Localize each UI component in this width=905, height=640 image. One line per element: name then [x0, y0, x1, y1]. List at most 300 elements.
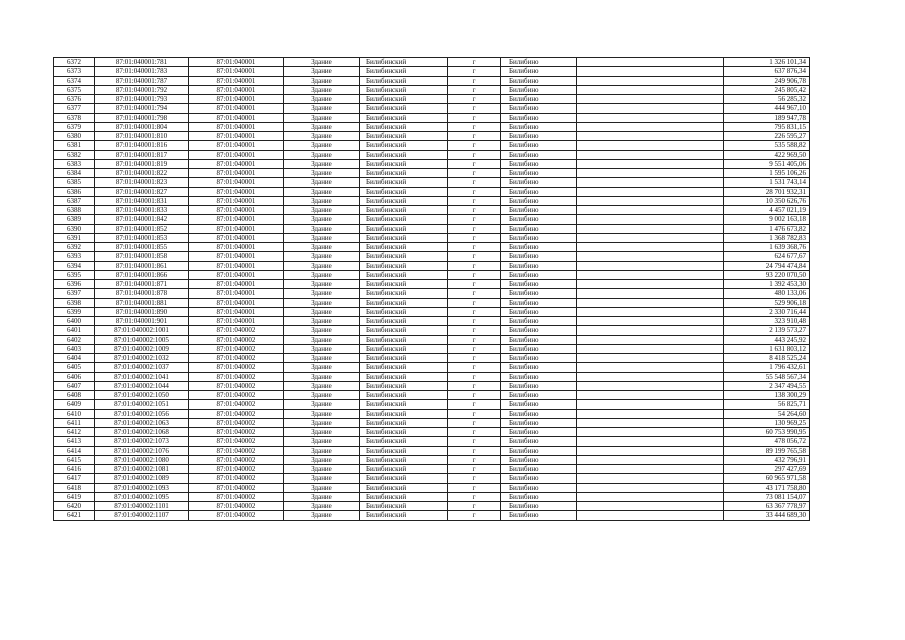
cell-cadastral-value: 8 418 525,24 — [724, 354, 810, 363]
cell-settlement-type: г — [448, 104, 501, 113]
cell-district: Билибинский — [360, 67, 448, 76]
cell-settlement-name: Билибино — [501, 483, 577, 492]
cell-settlement-name: Билибино — [501, 492, 577, 501]
cell-address-extra — [577, 483, 724, 492]
cell-district: Билибинский — [360, 289, 448, 298]
cell-settlement-type: г — [448, 67, 501, 76]
cell-settlement-name: Билибино — [501, 187, 577, 196]
cell-object-type: Здание — [284, 483, 360, 492]
cell-settlement-type: г — [448, 224, 501, 233]
cell-cadastral-quarter: 87:01:040002 — [189, 502, 284, 511]
cell-object-type: Здание — [284, 455, 360, 464]
cell-object-type: Здание — [284, 104, 360, 113]
cell-district: Билибинский — [360, 261, 448, 270]
cell-settlement-type: г — [448, 215, 501, 224]
cell-settlement-type: г — [448, 76, 501, 85]
cell-cadastral-number: 87:01:040002:1044 — [95, 381, 189, 390]
cell-settlement-name: Билибино — [501, 474, 577, 483]
cell-object-type: Здание — [284, 391, 360, 400]
cell-cadastral-number: 87:01:040002:1005 — [95, 335, 189, 344]
cell-district: Билибинский — [360, 58, 448, 67]
cell-settlement-name: Билибино — [501, 159, 577, 168]
cell-object-type: Здание — [284, 261, 360, 270]
cell-object-type: Здание — [284, 326, 360, 335]
cell-address-extra — [577, 132, 724, 141]
cell-row-number: 6419 — [54, 492, 95, 501]
cell-district: Билибинский — [360, 492, 448, 501]
cell-settlement-name: Билибино — [501, 113, 577, 122]
cell-address-extra — [577, 298, 724, 307]
cell-cadastral-number: 87:01:040001:890 — [95, 307, 189, 316]
table-row — [54, 270, 810, 279]
cell-cadastral-number: 87:01:040001:852 — [95, 224, 189, 233]
cell-settlement-name: Билибино — [501, 428, 577, 437]
cell-address-extra — [577, 76, 724, 85]
cell-object-type: Здание — [284, 428, 360, 437]
cell-settlement-type: г — [448, 455, 501, 464]
cell-settlement-type: г — [448, 492, 501, 501]
cell-district: Билибинский — [360, 465, 448, 474]
cell-district: Билибинский — [360, 455, 448, 464]
cell-address-extra — [577, 418, 724, 427]
cell-cadastral-value: 54 264,60 — [724, 409, 810, 418]
cell-row-number: 6396 — [54, 280, 95, 289]
cell-row-number: 6421 — [54, 511, 95, 520]
cell-object-type: Здание — [284, 159, 360, 168]
cell-cadastral-quarter: 87:01:040002 — [189, 344, 284, 353]
cell-address-extra — [577, 243, 724, 252]
table-row — [54, 224, 810, 233]
cell-cadastral-number: 87:01:040001:866 — [95, 270, 189, 279]
cell-cadastral-number: 87:01:040001:861 — [95, 261, 189, 270]
cell-cadastral-number: 87:01:040001:871 — [95, 280, 189, 289]
cell-cadastral-quarter: 87:01:040001 — [189, 289, 284, 298]
cell-settlement-name: Билибино — [501, 150, 577, 159]
cell-object-type: Здание — [284, 67, 360, 76]
cell-district: Билибинский — [360, 159, 448, 168]
cell-district: Билибинский — [360, 233, 448, 242]
cell-address-extra — [577, 372, 724, 381]
cell-settlement-name: Билибино — [501, 215, 577, 224]
cell-cadastral-value: 480 133,06 — [724, 289, 810, 298]
cell-cadastral-quarter: 87:01:040001 — [189, 122, 284, 131]
cell-object-type: Здание — [284, 418, 360, 427]
cell-cadastral-number: 87:01:040001:823 — [95, 178, 189, 187]
table-row — [54, 215, 810, 224]
table-row — [54, 344, 810, 353]
cell-row-number: 6401 — [54, 326, 95, 335]
cell-address-extra — [577, 335, 724, 344]
table-row — [54, 233, 810, 242]
cell-settlement-name: Билибино — [501, 335, 577, 344]
cell-cadastral-number: 87:01:040001:901 — [95, 317, 189, 326]
cell-cadastral-quarter: 87:01:040002 — [189, 492, 284, 501]
cell-cadastral-value: 637 876,34 — [724, 67, 810, 76]
table-row — [54, 465, 810, 474]
cell-cadastral-quarter: 87:01:040001 — [189, 58, 284, 67]
cell-settlement-name: Билибино — [501, 326, 577, 335]
cell-cadastral-value: 63 367 778,97 — [724, 502, 810, 511]
cell-cadastral-value: 1 326 101,34 — [724, 58, 810, 67]
cell-cadastral-number: 87:01:040001:833 — [95, 206, 189, 215]
cell-address-extra — [577, 317, 724, 326]
cell-cadastral-number: 87:01:040001:787 — [95, 76, 189, 85]
cell-district: Билибинский — [360, 76, 448, 85]
cell-cadastral-quarter: 87:01:040001 — [189, 270, 284, 279]
cell-cadastral-number: 87:01:040002:1101 — [95, 502, 189, 511]
cell-address-extra — [577, 289, 724, 298]
cell-object-type: Здание — [284, 113, 360, 122]
cell-address-extra — [577, 233, 724, 242]
cell-address-extra — [577, 95, 724, 104]
cell-cadastral-number: 87:01:040002:1073 — [95, 437, 189, 446]
cell-settlement-type: г — [448, 113, 501, 122]
cell-object-type: Здание — [284, 437, 360, 446]
cell-row-number: 6406 — [54, 372, 95, 381]
cell-object-type: Здание — [284, 150, 360, 159]
cell-row-number: 6385 — [54, 178, 95, 187]
cell-cadastral-value: 443 245,92 — [724, 335, 810, 344]
cell-settlement-name: Билибино — [501, 400, 577, 409]
cell-cadastral-value: 56 825,71 — [724, 400, 810, 409]
cell-row-number: 6412 — [54, 428, 95, 437]
cell-cadastral-quarter: 87:01:040001 — [189, 67, 284, 76]
cell-settlement-name: Билибино — [501, 307, 577, 316]
table-row — [54, 511, 810, 520]
cell-object-type: Здание — [284, 206, 360, 215]
cell-cadastral-quarter: 87:01:040001 — [189, 132, 284, 141]
cell-settlement-name: Билибино — [501, 465, 577, 474]
cell-cadastral-quarter: 87:01:040001 — [189, 187, 284, 196]
cell-row-number: 6408 — [54, 391, 95, 400]
table-row — [54, 76, 810, 85]
cell-cadastral-quarter: 87:01:040001 — [189, 280, 284, 289]
cell-district: Билибинский — [360, 298, 448, 307]
cell-object-type: Здание — [284, 122, 360, 131]
table-row — [54, 206, 810, 215]
cell-settlement-name: Билибино — [501, 58, 577, 67]
table-row — [54, 326, 810, 335]
cell-district: Билибинский — [360, 418, 448, 427]
cell-object-type: Здание — [284, 141, 360, 150]
cell-settlement-type: г — [448, 58, 501, 67]
cell-settlement-type: г — [448, 446, 501, 455]
cell-cadastral-value: 323 910,48 — [724, 317, 810, 326]
cell-settlement-name: Билибино — [501, 76, 577, 85]
cell-district: Билибинский — [360, 335, 448, 344]
cell-district: Билибинский — [360, 372, 448, 381]
cell-cadastral-number: 87:01:040002:1041 — [95, 372, 189, 381]
cell-row-number: 6373 — [54, 67, 95, 76]
cell-address-extra — [577, 391, 724, 400]
cell-cadastral-number: 87:01:040001:855 — [95, 243, 189, 252]
cell-row-number: 6390 — [54, 224, 95, 233]
cell-settlement-type: г — [448, 132, 501, 141]
cell-row-number: 6400 — [54, 317, 95, 326]
cell-settlement-name: Билибино — [501, 196, 577, 205]
cell-district: Билибинский — [360, 474, 448, 483]
cell-cadastral-quarter: 87:01:040002 — [189, 418, 284, 427]
cell-cadastral-quarter: 87:01:040002 — [189, 455, 284, 464]
cell-district: Билибинский — [360, 483, 448, 492]
cell-row-number: 6395 — [54, 270, 95, 279]
cell-cadastral-number: 87:01:040001:831 — [95, 196, 189, 205]
cell-row-number: 6380 — [54, 132, 95, 141]
cell-settlement-name: Билибино — [501, 511, 577, 520]
cell-settlement-type: г — [448, 391, 501, 400]
cell-row-number: 6389 — [54, 215, 95, 224]
cell-cadastral-number: 87:01:040002:1076 — [95, 446, 189, 455]
cell-cadastral-value: 529 906,18 — [724, 298, 810, 307]
table-row — [54, 85, 810, 94]
cell-settlement-name: Билибино — [501, 95, 577, 104]
cell-settlement-type: г — [448, 502, 501, 511]
cell-cadastral-number: 87:01:040001:822 — [95, 169, 189, 178]
cell-settlement-type: г — [448, 270, 501, 279]
cell-cadastral-quarter: 87:01:040002 — [189, 381, 284, 390]
cell-settlement-type: г — [448, 85, 501, 94]
cell-address-extra — [577, 215, 724, 224]
cell-district: Билибинский — [360, 224, 448, 233]
cell-cadastral-value: 9 002 163,18 — [724, 215, 810, 224]
cell-cadastral-quarter: 87:01:040001 — [189, 76, 284, 85]
cell-settlement-type: г — [448, 298, 501, 307]
cell-cadastral-quarter: 87:01:040002 — [189, 511, 284, 520]
cell-settlement-name: Билибино — [501, 252, 577, 261]
cell-cadastral-value: 624 677,67 — [724, 252, 810, 261]
cell-settlement-type: г — [448, 483, 501, 492]
cell-cadastral-value: 43 171 758,80 — [724, 483, 810, 492]
cell-cadastral-value: 1 595 106,26 — [724, 169, 810, 178]
cell-cadastral-quarter: 87:01:040001 — [189, 85, 284, 94]
cell-address-extra — [577, 344, 724, 353]
cell-settlement-name: Билибино — [501, 372, 577, 381]
cell-object-type: Здание — [284, 243, 360, 252]
cell-row-number: 6403 — [54, 344, 95, 353]
cell-row-number: 6417 — [54, 474, 95, 483]
cell-cadastral-quarter: 87:01:040001 — [189, 159, 284, 168]
cell-district: Билибинский — [360, 391, 448, 400]
cell-object-type: Здание — [284, 474, 360, 483]
table-body — [54, 58, 810, 521]
cell-cadastral-value: 55 548 567,34 — [724, 372, 810, 381]
cell-district: Билибинский — [360, 243, 448, 252]
cell-cadastral-quarter: 87:01:040001 — [189, 261, 284, 270]
cell-settlement-type: г — [448, 354, 501, 363]
cell-cadastral-quarter: 87:01:040001 — [189, 169, 284, 178]
cell-cadastral-value: 226 595,27 — [724, 132, 810, 141]
table-row — [54, 502, 810, 511]
cell-row-number: 6399 — [54, 307, 95, 316]
cell-cadastral-number: 87:01:040001:817 — [95, 150, 189, 159]
cell-cadastral-value: 444 967,10 — [724, 104, 810, 113]
cell-cadastral-value: 4 457 021,19 — [724, 206, 810, 215]
cell-address-extra — [577, 465, 724, 474]
cell-district: Билибинский — [360, 141, 448, 150]
cell-cadastral-quarter: 87:01:040001 — [189, 243, 284, 252]
cell-cadastral-value: 422 969,50 — [724, 150, 810, 159]
table-row — [54, 391, 810, 400]
table-row — [54, 483, 810, 492]
cell-row-number: 6387 — [54, 196, 95, 205]
table-row — [54, 363, 810, 372]
cell-cadastral-quarter: 87:01:040002 — [189, 354, 284, 363]
cell-object-type: Здание — [284, 307, 360, 316]
cell-object-type: Здание — [284, 270, 360, 279]
cell-cadastral-value: 795 831,15 — [724, 122, 810, 131]
cell-cadastral-quarter: 87:01:040001 — [189, 307, 284, 316]
cell-object-type: Здание — [284, 363, 360, 372]
cell-settlement-name: Билибино — [501, 446, 577, 455]
cell-settlement-type: г — [448, 233, 501, 242]
cell-address-extra — [577, 428, 724, 437]
table-row — [54, 243, 810, 252]
cell-cadastral-number: 87:01:040002:1009 — [95, 344, 189, 353]
cell-cadastral-number: 87:01:040002:1068 — [95, 428, 189, 437]
cell-object-type: Здание — [284, 178, 360, 187]
cell-row-number: 6384 — [54, 169, 95, 178]
cell-settlement-name: Билибино — [501, 67, 577, 76]
cell-row-number: 6375 — [54, 85, 95, 94]
cell-cadastral-quarter: 87:01:040002 — [189, 372, 284, 381]
cell-address-extra — [577, 178, 724, 187]
cell-district: Билибинский — [360, 437, 448, 446]
cell-settlement-name: Билибино — [501, 270, 577, 279]
cell-address-extra — [577, 474, 724, 483]
cell-address-extra — [577, 224, 724, 233]
cell-district: Билибинский — [360, 113, 448, 122]
cell-cadastral-value: 24 794 474,84 — [724, 261, 810, 270]
cell-settlement-name: Билибино — [501, 178, 577, 187]
cell-object-type: Здание — [284, 298, 360, 307]
cell-settlement-type: г — [448, 150, 501, 159]
table-row — [54, 150, 810, 159]
cell-cadastral-value: 9 551 405,06 — [724, 159, 810, 168]
cell-district: Билибинский — [360, 85, 448, 94]
cell-district: Билибинский — [360, 132, 448, 141]
cell-cadastral-number: 87:01:040002:1089 — [95, 474, 189, 483]
cell-settlement-type: г — [448, 428, 501, 437]
cell-cadastral-quarter: 87:01:040001 — [189, 298, 284, 307]
cell-cadastral-quarter: 87:01:040001 — [189, 317, 284, 326]
cell-cadastral-number: 87:01:040002:1037 — [95, 363, 189, 372]
cell-cadastral-value: 10 350 626,76 — [724, 196, 810, 205]
cell-district: Билибинский — [360, 215, 448, 224]
cell-district: Билибинский — [360, 187, 448, 196]
cell-cadastral-number: 87:01:040001:781 — [95, 58, 189, 67]
cell-settlement-type: г — [448, 187, 501, 196]
cell-address-extra — [577, 67, 724, 76]
table-row — [54, 289, 810, 298]
cell-address-extra — [577, 326, 724, 335]
cell-row-number: 6374 — [54, 76, 95, 85]
cell-cadastral-value: 535 588,82 — [724, 141, 810, 150]
cell-object-type: Здание — [284, 381, 360, 390]
cell-cadastral-quarter: 87:01:040002 — [189, 326, 284, 335]
cell-address-extra — [577, 122, 724, 131]
cell-cadastral-number: 87:01:040001:804 — [95, 122, 189, 131]
cell-district: Билибинский — [360, 502, 448, 511]
table-row — [54, 58, 810, 67]
cell-cadastral-value: 1 368 782,83 — [724, 233, 810, 242]
cell-row-number: 6413 — [54, 437, 95, 446]
cell-row-number: 6414 — [54, 446, 95, 455]
cell-row-number: 6382 — [54, 150, 95, 159]
cell-cadastral-value: 245 805,42 — [724, 85, 810, 94]
cell-address-extra — [577, 85, 724, 94]
cell-cadastral-quarter: 87:01:040002 — [189, 409, 284, 418]
cell-object-type: Здание — [284, 492, 360, 501]
table-row — [54, 428, 810, 437]
cell-settlement-type: г — [448, 381, 501, 390]
cell-address-extra — [577, 502, 724, 511]
cell-row-number: 6377 — [54, 104, 95, 113]
table-row — [54, 455, 810, 464]
cell-cadastral-number: 87:01:040002:1095 — [95, 492, 189, 501]
cell-district: Билибинский — [360, 270, 448, 279]
cell-cadastral-number: 87:01:040001:783 — [95, 67, 189, 76]
cell-cadastral-value: 33 444 689,30 — [724, 511, 810, 520]
cell-address-extra — [577, 492, 724, 501]
cell-cadastral-quarter: 87:01:040001 — [189, 233, 284, 242]
cell-object-type: Здание — [284, 215, 360, 224]
cell-cadastral-value: 1 796 432,61 — [724, 363, 810, 372]
cell-object-type: Здание — [284, 169, 360, 178]
cell-cadastral-quarter: 87:01:040002 — [189, 335, 284, 344]
cell-cadastral-value: 2 347 494,55 — [724, 381, 810, 390]
cell-address-extra — [577, 270, 724, 279]
cell-cadastral-value: 2 330 716,44 — [724, 307, 810, 316]
table-row — [54, 252, 810, 261]
cell-address-extra — [577, 455, 724, 464]
cell-object-type: Здание — [284, 446, 360, 455]
cell-cadastral-value: 1 476 673,82 — [724, 224, 810, 233]
cell-settlement-name: Билибино — [501, 122, 577, 131]
table-row — [54, 492, 810, 501]
table-row — [54, 372, 810, 381]
table-row — [54, 354, 810, 363]
cell-cadastral-value: 93 220 070,50 — [724, 270, 810, 279]
cell-object-type: Здание — [284, 196, 360, 205]
cell-settlement-type: г — [448, 335, 501, 344]
cell-object-type: Здание — [284, 76, 360, 85]
cell-district: Билибинский — [360, 169, 448, 178]
cell-address-extra — [577, 58, 724, 67]
cell-cadastral-quarter: 87:01:040001 — [189, 224, 284, 233]
cell-district: Билибинский — [360, 307, 448, 316]
cell-settlement-name: Билибино — [501, 85, 577, 94]
cell-row-number: 6411 — [54, 418, 95, 427]
cell-settlement-name: Билибино — [501, 317, 577, 326]
cell-cadastral-number: 87:01:040001:810 — [95, 132, 189, 141]
cell-settlement-type: г — [448, 409, 501, 418]
cell-address-extra — [577, 354, 724, 363]
cell-district: Билибинский — [360, 280, 448, 289]
cell-settlement-type: г — [448, 196, 501, 205]
cell-row-number: 6383 — [54, 159, 95, 168]
cell-address-extra — [577, 261, 724, 270]
table-row — [54, 335, 810, 344]
cell-address-extra — [577, 511, 724, 520]
table-row — [54, 381, 810, 390]
cell-settlement-name: Билибино — [501, 289, 577, 298]
cell-settlement-type: г — [448, 252, 501, 261]
cell-row-number: 6393 — [54, 252, 95, 261]
cell-settlement-name: Билибино — [501, 243, 577, 252]
cell-settlement-name: Билибино — [501, 104, 577, 113]
table-row — [54, 122, 810, 131]
cell-cadastral-value: 2 139 573,27 — [724, 326, 810, 335]
